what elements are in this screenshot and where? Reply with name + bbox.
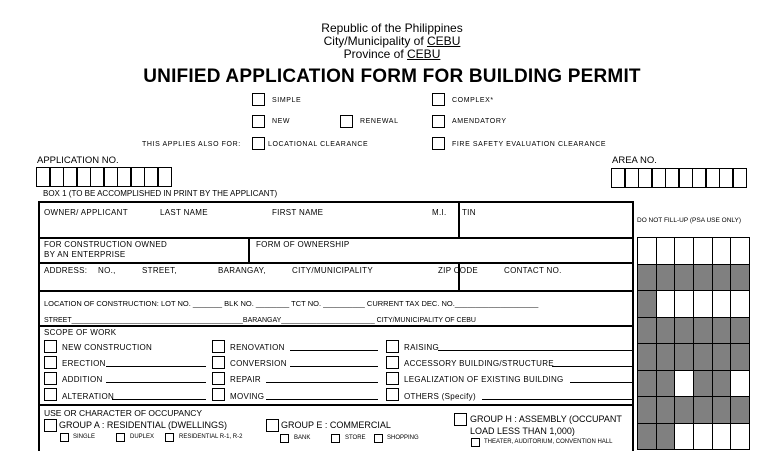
complex-label: COMPLEX* xyxy=(452,97,494,104)
tin-label: TIN xyxy=(462,208,476,217)
address-city-label: CITY/MUNICIPALITY xyxy=(292,266,373,275)
last-name-label: LAST NAME xyxy=(160,208,208,217)
psa-grid-cell xyxy=(731,371,750,398)
group-e-checkbox[interactable] xyxy=(266,419,279,432)
address-barangay-label: BARANGAY, xyxy=(218,266,266,275)
raising-label: RAISING xyxy=(404,343,439,352)
psa-grid-cell xyxy=(675,371,694,398)
psa-grid-cell xyxy=(638,238,657,265)
erection-label: ERECTION xyxy=(62,359,106,368)
psa-grid-cell xyxy=(713,318,732,345)
psa-grid-cell xyxy=(657,238,676,265)
psa-grid-cell xyxy=(657,265,676,292)
psa-label: DO NOT FILL-UP (PSA USE ONLY) xyxy=(637,217,742,224)
new-construction-label: NEW CONSTRUCTION xyxy=(62,343,153,352)
psa-grid-cell xyxy=(713,344,732,371)
new-construction-checkbox[interactable] xyxy=(44,340,57,353)
scope-title: SCOPE OF WORK xyxy=(44,328,117,337)
group-a-checkbox[interactable] xyxy=(44,419,57,432)
complex-checkbox[interactable] xyxy=(432,93,445,106)
enterprise-label: FOR CONSTRUCTION OWNED xyxy=(44,240,168,249)
renewal-label: RENEWAL xyxy=(360,118,399,125)
psa-grid-cell xyxy=(638,397,657,424)
psa-grid-cell xyxy=(694,238,713,265)
psa-grid-cell xyxy=(713,291,732,318)
psa-grid-cell xyxy=(638,291,657,318)
alteration-label: ALTERATION xyxy=(62,392,115,401)
psa-grid-cell xyxy=(638,318,657,345)
enterprise-label-2: BY AN ENTERPRISE xyxy=(44,250,126,259)
psa-grid-cell xyxy=(713,265,732,292)
psa-grid-cell xyxy=(713,397,732,424)
store-checkbox[interactable] xyxy=(331,434,340,443)
moving-checkbox[interactable] xyxy=(212,388,225,401)
psa-grid-cell xyxy=(731,397,750,424)
address-no-label: NO., xyxy=(98,266,116,275)
psa-grid-cell xyxy=(675,424,694,451)
contact-no-label: CONTACT NO. xyxy=(504,266,562,275)
psa-grid-cell xyxy=(694,344,713,371)
fire-safety-checkbox[interactable] xyxy=(432,137,445,150)
psa-grid-cell xyxy=(638,344,657,371)
renewal-checkbox[interactable] xyxy=(340,115,353,128)
psa-grid-cell xyxy=(731,265,750,292)
province-prefix: Province of xyxy=(343,47,408,61)
bank-checkbox[interactable] xyxy=(280,434,289,443)
shopping-checkbox[interactable] xyxy=(374,434,383,443)
psa-grid-cell xyxy=(638,424,657,451)
duplex-label: DUPLEX xyxy=(130,434,155,440)
raising-checkbox[interactable] xyxy=(386,340,399,353)
psa-grid-cell xyxy=(694,424,713,451)
psa-grid-cell xyxy=(657,397,676,424)
psa-grid-cell xyxy=(675,397,694,424)
mi-label: M.I. xyxy=(432,208,447,217)
zip-code-label: ZIP CODE xyxy=(438,266,479,275)
group-h-label-2: LOAD LESS THAN 1,000) xyxy=(470,426,575,436)
new-label: NEW xyxy=(272,118,291,125)
locational-checkbox[interactable] xyxy=(252,137,265,150)
first-name-label: FIRST NAME xyxy=(272,208,324,217)
header-province xyxy=(0,48,784,61)
psa-grid-cell xyxy=(694,318,713,345)
legalization-label: LEGALIZATION OF EXISTING BUILDING xyxy=(404,375,564,384)
addition-label: ADDITION xyxy=(62,375,103,384)
theater-checkbox[interactable] xyxy=(471,438,480,447)
location-line: LOCATION OF CONSTRUCTION: LOT NO. _______ BLK NO. ________ TCT NO. __________ CURRENT TAX DEC. NO.____________________ xyxy=(44,299,539,308)
psa-grid-cell xyxy=(675,344,694,371)
repair-label: REPAIR xyxy=(230,375,261,384)
psa-grid-cell xyxy=(694,265,713,292)
addition-checkbox[interactable] xyxy=(44,372,57,385)
psa-grid-cell xyxy=(694,371,713,398)
psa-grid-cell xyxy=(713,238,732,265)
residential-label: RESIDENTIAL R-1, R-2 xyxy=(179,434,243,440)
group-h-checkbox[interactable] xyxy=(454,413,467,426)
occupancy-title: USE OR CHARACTER OF OCCUPANCY xyxy=(44,408,203,418)
box1-form xyxy=(38,201,634,451)
psa-grid-cell xyxy=(731,344,750,371)
form-title: UNIFIED APPLICATION FORM FOR BUILDING PERMIT xyxy=(143,66,641,87)
theater-label: THEATER, AUDITORIUM, CONVENTION HALL xyxy=(484,439,613,445)
psa-grid-cell xyxy=(675,238,694,265)
shopping-label: SHOPPING xyxy=(387,435,419,441)
address-street-label: STREET, xyxy=(142,266,177,275)
repair-checkbox[interactable] xyxy=(212,372,225,385)
psa-grid xyxy=(637,237,750,450)
area-no-label: AREA NO. xyxy=(612,155,657,166)
owner-label: OWNER/ APPLICANT xyxy=(44,208,128,217)
conversion-checkbox[interactable] xyxy=(212,356,225,369)
psa-grid-cell xyxy=(675,265,694,292)
psa-grid-cell xyxy=(675,291,694,318)
others-checkbox[interactable] xyxy=(386,388,399,401)
conversion-label: CONVERSION xyxy=(230,359,287,368)
form-of-ownership-label: FORM OF OWNERSHIP xyxy=(256,240,350,249)
renovation-label: RENOVATION xyxy=(230,343,285,352)
psa-grid-cell xyxy=(694,291,713,318)
location-street-line: STREET____________________________________________BARANGAY________________________ CITY/MUNICIPALITY OF CEBU xyxy=(44,317,476,324)
psa-grid-cell xyxy=(638,371,657,398)
amendatory-checkbox[interactable] xyxy=(432,115,445,128)
moving-label: MOVING xyxy=(230,392,265,401)
group-a-label: GROUP A : RESIDENTIAL (DWELLINGS) xyxy=(59,420,228,430)
locational-label: LOCATIONAL CLEARANCE xyxy=(268,141,369,148)
simple-label: SIMPLE xyxy=(272,97,302,104)
renovation-checkbox[interactable] xyxy=(212,340,225,353)
address-label: ADDRESS: xyxy=(44,266,88,275)
header-republic: Republic of the Philippines xyxy=(321,21,463,35)
city-prefix: City/Municipality of xyxy=(323,34,428,48)
application-no-label: APPLICATION NO. xyxy=(37,155,119,166)
psa-grid-cell xyxy=(694,397,713,424)
others-label: OTHERS (Specify) xyxy=(404,392,476,401)
application-no-input[interactable] xyxy=(37,167,172,187)
fire-safety-label: FIRE SAFETY EVALUATION CLEARANCE xyxy=(452,141,607,148)
alteration-checkbox[interactable] xyxy=(44,388,57,401)
psa-grid-cell xyxy=(713,371,732,398)
group-h-label: GROUP H : ASSEMBLY (OCCUPANT xyxy=(470,414,622,424)
area-no-input[interactable] xyxy=(612,168,747,188)
psa-grid-cell xyxy=(731,424,750,451)
psa-grid-cell xyxy=(731,318,750,345)
psa-grid-cell xyxy=(638,265,657,292)
psa-grid-cell xyxy=(731,291,750,318)
bank-label: BANK xyxy=(294,435,311,441)
group-e-label: GROUP E : COMMERCIAL xyxy=(281,420,391,430)
psa-grid-cell xyxy=(657,371,676,398)
single-label: SINGLE xyxy=(73,434,96,440)
new-checkbox[interactable] xyxy=(252,115,265,128)
province-value: CEBU xyxy=(407,47,441,61)
city-value: CEBU xyxy=(427,34,461,48)
simple-checkbox[interactable] xyxy=(252,93,265,106)
psa-grid-cell xyxy=(731,238,750,265)
erection-checkbox[interactable] xyxy=(44,356,57,369)
legalization-checkbox[interactable] xyxy=(386,372,399,385)
box1-label: BOX 1 (TO BE ACCOMPLISHED IN PRINT BY THE APPLICANT) xyxy=(43,189,278,198)
psa-grid-cell xyxy=(657,424,676,451)
accessory-building-label: ACCESSORY BUILDING/STRUCTURE xyxy=(404,359,554,368)
psa-grid-cell xyxy=(713,424,732,451)
accessory-building-checkbox[interactable] xyxy=(386,356,399,369)
applies-also-label: THIS APPLIES ALSO FOR: xyxy=(142,141,241,148)
psa-grid-cell xyxy=(675,318,694,345)
psa-grid-cell xyxy=(657,291,676,318)
psa-grid-cell xyxy=(657,344,676,371)
amendatory-label: AMENDATORY xyxy=(452,118,507,125)
store-label: STORE xyxy=(345,435,366,441)
psa-grid-cell xyxy=(657,318,676,345)
